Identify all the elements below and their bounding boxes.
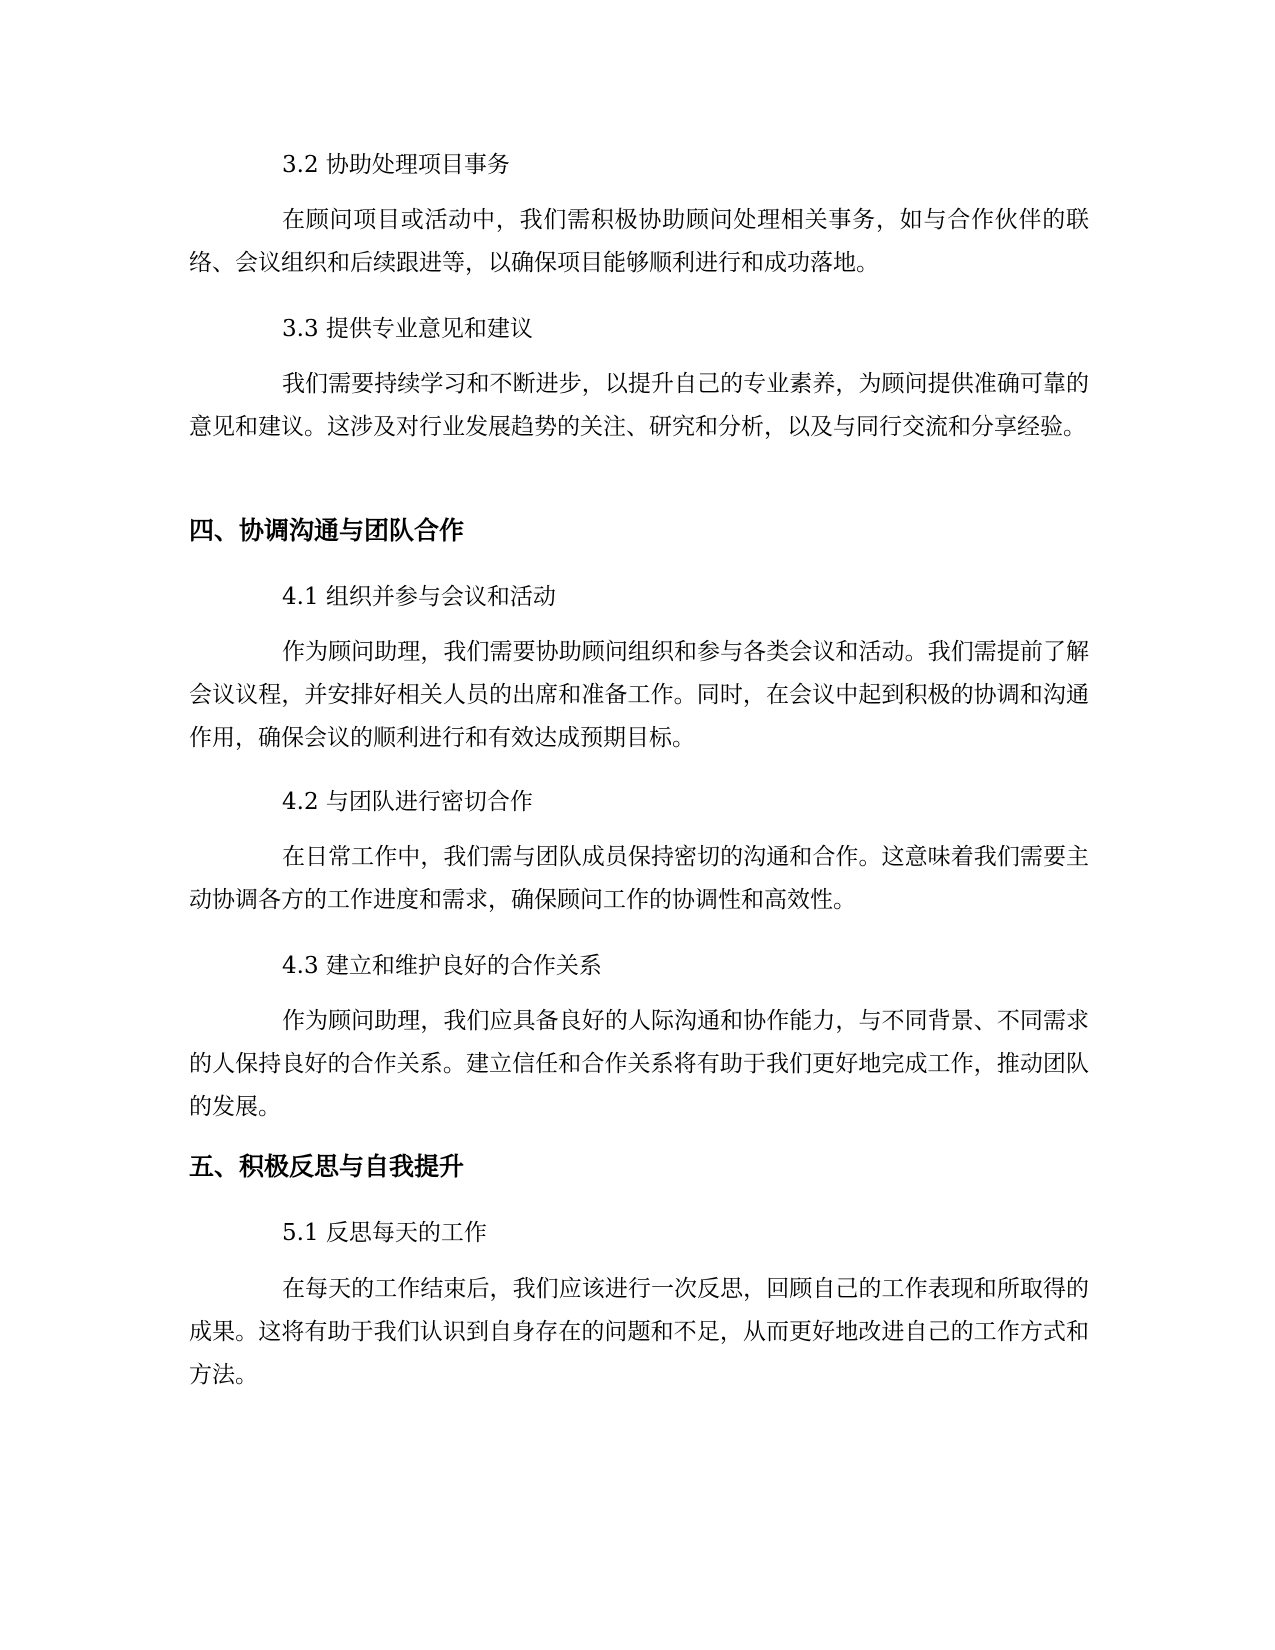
section-heading-5: 五、积极反思与自我提升 xyxy=(189,1152,465,1181)
subsection-heading-3-3: 3.3 提供专业意见和建议 xyxy=(282,316,533,342)
paragraph-4-3: 作为顾问助理，我们应具备良好的人际沟通和协作能力，与不同背景、不同需求的人保持良好的合作关系。建立信任和合作关系将有助于我们更好地完成工作，推动团队的发展。 xyxy=(189,1008,1089,1120)
subsection-heading-3-2: 3.2 协助处理项目事务 xyxy=(282,152,510,178)
subsection-heading-4-3: 4.3 建立和维护良好的合作关系 xyxy=(282,953,602,979)
paragraph-3-2: 在顾问项目或活动中，我们需积极协助顾问处理相关事务，如与合作伙伴的联络、会议组织和后续跟进等，以确保项目能够顺利进行和成功落地。 xyxy=(189,207,1089,276)
section-heading-4: 四、协调沟通与团队合作 xyxy=(189,516,465,545)
subsection-heading-5-1: 5.1 反思每天的工作 xyxy=(282,1220,487,1246)
subsection-heading-4-1: 4.1 组织并参与会议和活动 xyxy=(282,584,556,610)
subsection-heading-4-2: 4.2 与团队进行密切合作 xyxy=(282,789,533,815)
paragraph-5-1: 在每天的工作结束后，我们应该进行一次反思，回顾自己的工作表现和所取得的成果。这将有助于我们认识到自身存在的问题和不足，从而更好地改进自己的工作方式和方法。 xyxy=(189,1276,1089,1388)
paragraph-4-2: 在日常工作中，我们需与团队成员保持密切的沟通和合作。这意味着我们需要主动协调各方的工作进度和需求，确保顾问工作的协调性和高效性。 xyxy=(189,844,1089,913)
paragraph-4-1: 作为顾问助理，我们需要协助顾问组织和参与各类会议和活动。我们需提前了解会议议程，并安排好相关人员的出席和准备工作。同时，在会议中起到积极的协调和沟通作用，确保会议的顺利进行和有效达成预期目标。 xyxy=(189,639,1089,751)
paragraph-3-3: 我们需要持续学习和不断进步，以提升自己的专业素养，为顾问提供准确可靠的意见和建议。这涉及对行业发展趋势的关注、研究和分析，以及与同行交流和分享经验。 xyxy=(189,371,1089,440)
